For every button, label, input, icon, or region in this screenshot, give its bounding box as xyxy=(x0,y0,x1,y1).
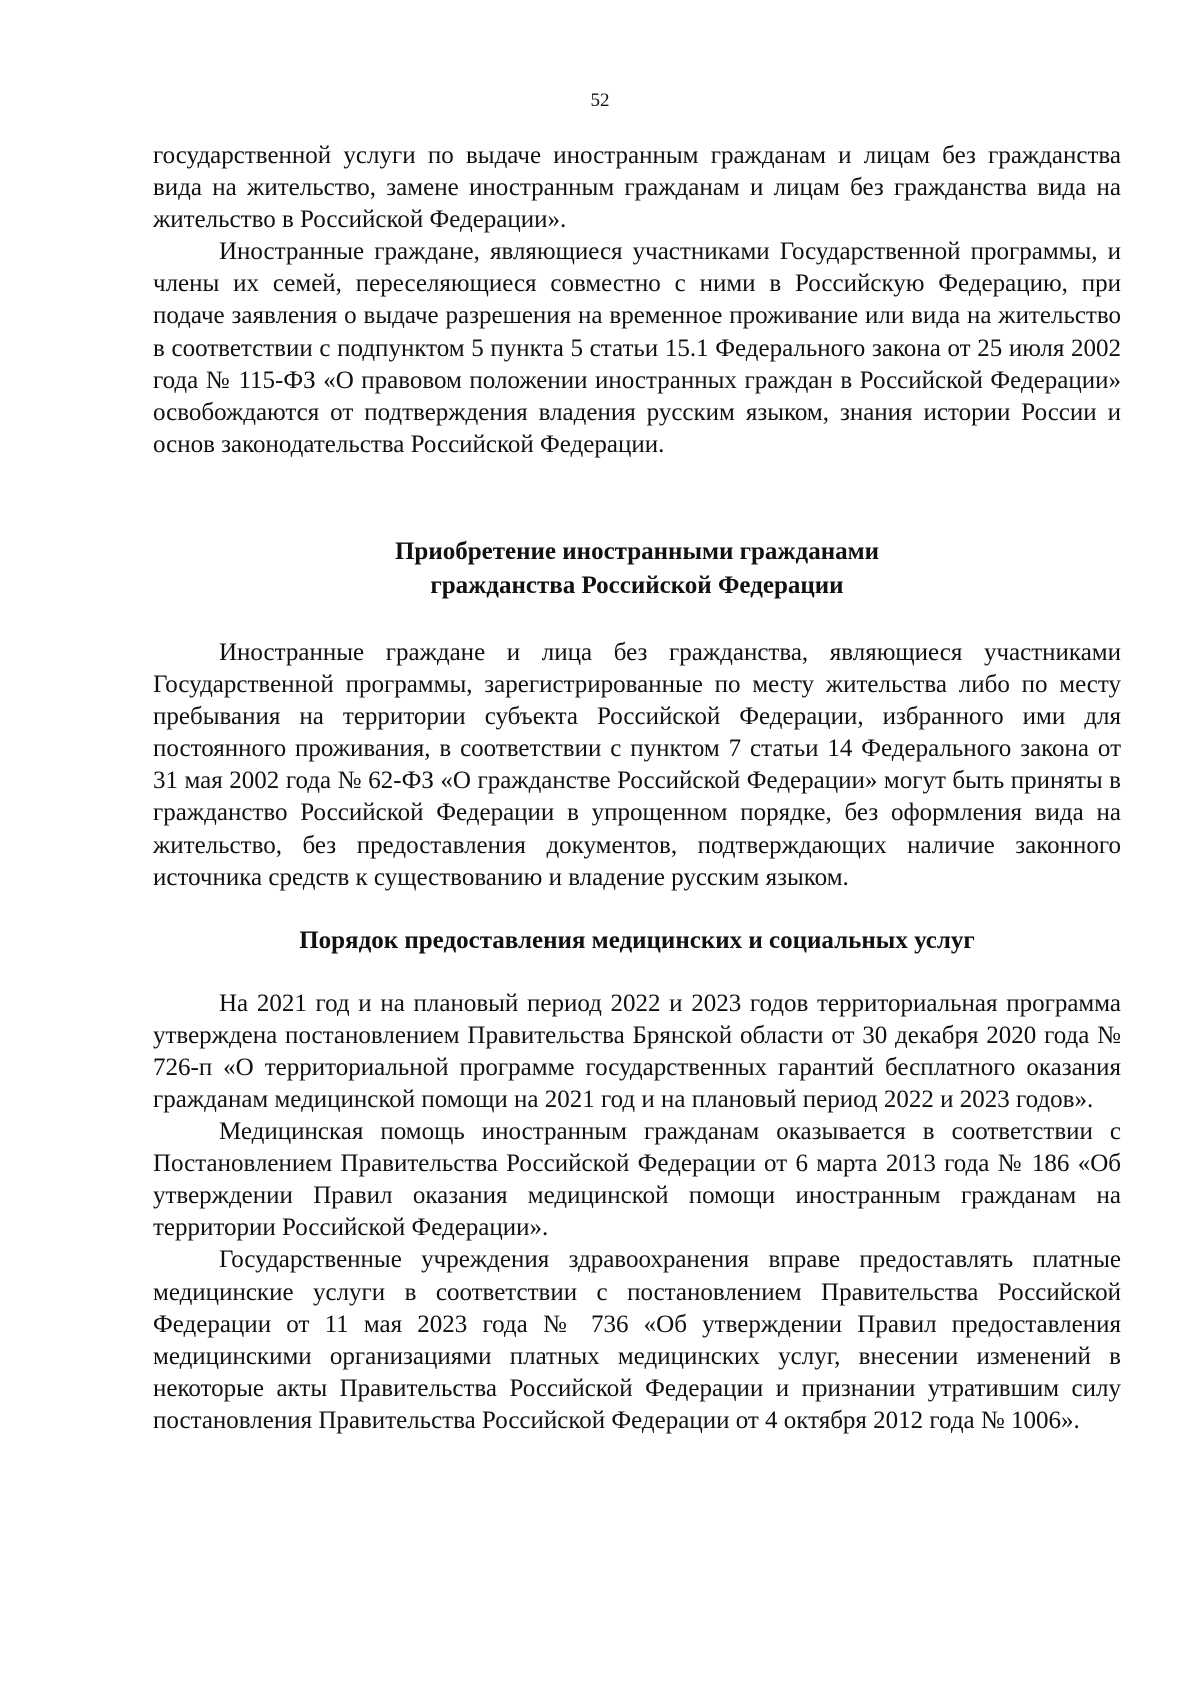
paragraph-medical-aid: Медицинская помощь иностранным гражданам оказывается в соответствии с Постановлением Правительства Российской Федерации от 6 марта 2013 года № 186 «Об утверждении Правил оказания медицинской помощи иностранным гражданам на территории Российской Федерации». xyxy=(153,1118,1121,1242)
page-number: 52 xyxy=(590,90,610,111)
paragraph-continuation: государственной услуги по выдаче иностранным гражданам и лицам без гражданства вида на жительство, замене иностранным гражданам и лицам без гражданства вида на жительство в Российской Федерации». xyxy=(153,142,1121,234)
paragraph-citizenship: Иностранные граждане и лица без гражданства, являющиеся участниками Государственной программы, зарегистрированные по месту жительства либо по месту пребывания на территории субъекта Российской Федерации, избранного ими для постоянного проживания, в соответствии с пунктом 7 статьи 14 Федерального закона от 31 мая 2002 года № 62-ФЗ «О гражданстве Российской Федерации» могут быть приняты в гражданство Российской Федерации в упрощенном порядке, без оформления вида на жительство, без предоставления документов, подтверждающих наличие законного источника средств к существованию и владение русским языком. xyxy=(153,638,1121,891)
section-heading-line: Приобретение иностранными гражданами xyxy=(394,537,880,565)
section-heading-medical: Порядок предоставления медицинских и социальных услуг xyxy=(299,926,975,954)
paragraph-language-exemption: Иностранные граждане, являющиеся участниками Государственной программы, и члены их семей, переселяющиеся совместно с ними в Российскую Федерацию, при подаче заявления о выдаче разрешения на временное проживание или вида на жительство в соответствии с подпунктом 5 пункта 5 статьи 15.1 Федерального закона от 25 июля 2002 года № 115-ФЗ «О правовом положении иностранных граждан в Российской Федерации» освобождаются от подтверждения владения русским языком, знания истории России и основ законодательства Российской Федерации. xyxy=(153,238,1121,458)
section-heading-line: гражданства Российской Федерации xyxy=(430,571,844,599)
document-body xyxy=(153,140,1121,1437)
section-heading-citizenship xyxy=(153,535,1121,603)
paragraph-paid-services: Государственные учреждения здравоохранения вправе предоставлять платные медицинские услуги в соответствии с постановлением Правительства Российской Федерации от 11 мая 2023 года № 736 «Об утверждении Правил предоставления медицинскими организациями платных медицинских услуг, внесении изменений в некоторые акты Правительства Российской Федерации и признании утратившим силу постановления Правительства Российской Федерации от 4 октября 2012 года № 1006». xyxy=(153,1246,1121,1434)
paragraph-territorial-program: На 2021 год и на плановый период 2022 и 2023 годов территориальная программа утверждена постановлением Правительства Брянской области от 30 декабря 2020 года № 726-п «О территориальной программе государственных гарантий бесплатного оказания гражданам медицинской помощи на 2021 год и на плановый период 2022 и 2023 годов». xyxy=(153,989,1121,1113)
